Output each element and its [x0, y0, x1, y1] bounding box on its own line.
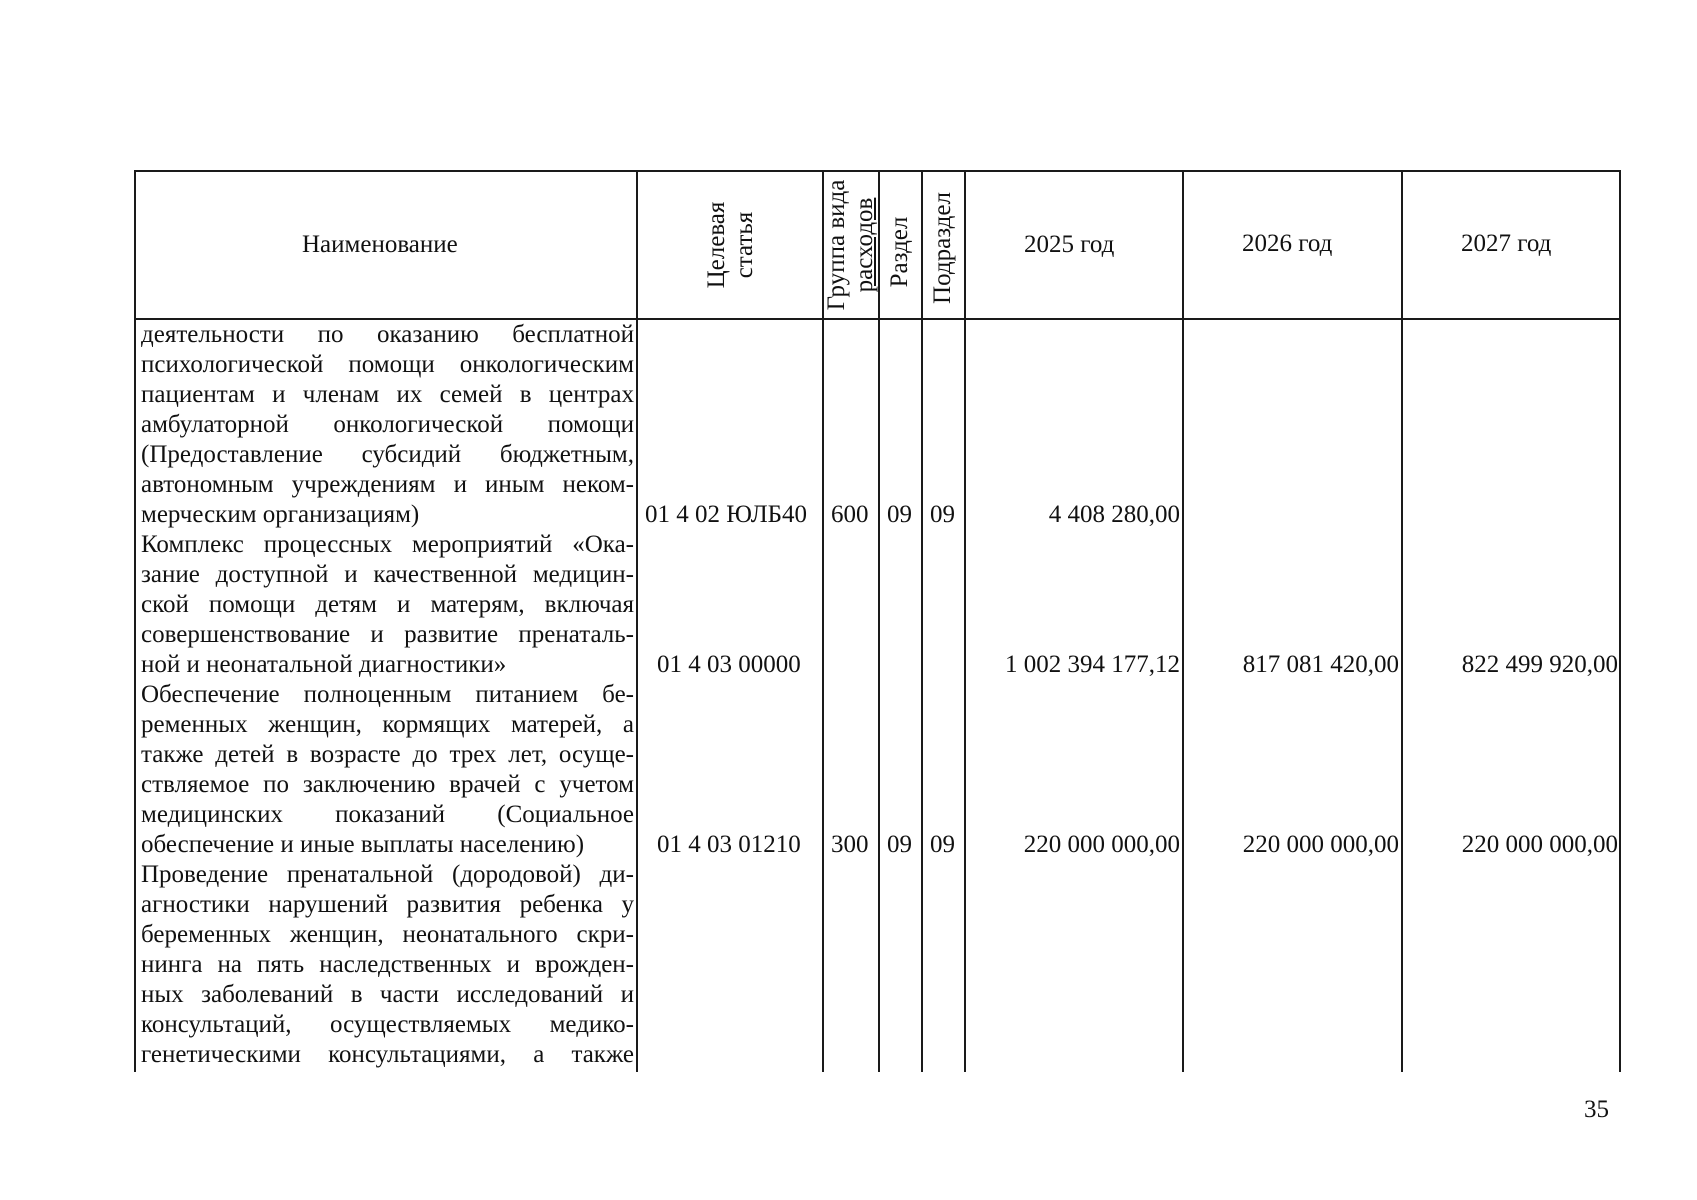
row-name-line: мерческим организациям): [141, 501, 420, 528]
header-target-article: [703, 202, 759, 289]
row-name-line: автономным учреждениям и иным неком-: [141, 471, 634, 498]
row-name-line: (Предоставление субсидий бюджетным,: [141, 441, 634, 468]
row-amount-2027: 822 499 920,00: [1461, 651, 1618, 678]
header-year-2026: 2026 год: [1242, 230, 1333, 257]
row-target-article: 01 4 03 01210: [657, 831, 801, 858]
row-name-line: пациентам и членам их семей в центрах: [141, 381, 634, 408]
header-year-2025: 2025 год: [1024, 231, 1115, 258]
header-group-line2: расходов: [851, 197, 878, 293]
col-rule-4: [921, 170, 923, 1072]
row-name-line: агностики нарушений развития ребенка у: [141, 891, 634, 918]
row-name-line: ременных женщин, кормящих матерей, а: [141, 711, 634, 738]
row-name-line: консультаций, осуществляемых медико-: [141, 1011, 634, 1038]
row-amount-2027: 220 000 000,00: [1461, 831, 1618, 858]
header-section: Раздел: [886, 216, 913, 288]
row-expense-group: 300: [831, 831, 869, 858]
row-name-line: ской помощи детям и матерям, включая: [141, 591, 634, 618]
row-section: 09: [887, 501, 912, 528]
header-group-line1: Группа вида: [823, 179, 850, 311]
row-name-line: Обеспечение полноценным питанием бе-: [141, 681, 634, 708]
row-target-article: 01 4 02 ЮЛБ40: [645, 501, 808, 528]
row-amount-2026: 817 081 420,00: [1242, 651, 1399, 678]
row-name-line: генетическими консультациями, а также: [141, 1041, 634, 1068]
header-target-line1: Целевая: [703, 201, 730, 289]
row-subsection: 09: [930, 831, 955, 858]
header-name: Наименование: [302, 231, 458, 258]
col-rule-0: [134, 170, 136, 1072]
row-amount-2026: 220 000 000,00: [1242, 831, 1399, 858]
row-target-article: 01 4 03 00000: [657, 651, 801, 678]
header-expense-group: [823, 180, 879, 311]
row-name-line: амбулаторной онкологической помощи: [141, 411, 634, 438]
page-number: 35: [1584, 1096, 1609, 1123]
row-name-line: беременных женщин, неонатального скри-: [141, 921, 634, 948]
header-year-2027: 2027 год: [1461, 230, 1552, 257]
row-subsection: 09: [930, 501, 955, 528]
header-subsection: Подраздел: [929, 192, 956, 304]
row-name-line: нинга на пять наследственных и врожден-: [141, 951, 634, 978]
row-name-line: психологической помощи онкологическим: [141, 351, 634, 378]
row-name-line: Проведение пренатальной (дородовой) ди-: [141, 861, 634, 888]
row-name-line: ствляемое по заключению врачей с учетом: [141, 771, 634, 798]
row-name-line: деятельности по оказанию бесплатной: [141, 321, 634, 348]
row-amount-2025: 220 000 000,00: [1023, 831, 1180, 858]
row-amount-2025: 1 002 394 177,12: [1005, 651, 1180, 678]
row-name-line: совершенствование и развитие пренаталь-: [141, 621, 634, 648]
col-rule-8: [1619, 170, 1621, 1072]
row-name-line: Комплекс процессных мероприятий «Ока-: [141, 531, 634, 558]
col-rule-1: [636, 170, 638, 1072]
row-name-line: ных заболеваний в части исследований и: [141, 981, 634, 1008]
row-name-line: зание доступной и качественной медицин-: [141, 561, 634, 588]
row-name-line: обеспечение и иные выплаты населению): [141, 831, 585, 858]
row-name-line: также детей в возрасте до трех лет, осуще-: [141, 741, 634, 768]
header-target-line2: статья: [731, 211, 758, 279]
row-amount-2025: 4 408 280,00: [1048, 501, 1180, 528]
col-rule-6: [1182, 170, 1184, 1072]
row-section: 09: [887, 831, 912, 858]
row-name-line: ной и неонатальной диагностики»: [141, 651, 507, 678]
col-rule-7: [1401, 170, 1403, 1072]
row-name-line: медицинских показаний (Социальное: [141, 801, 634, 828]
col-rule-5: [964, 170, 966, 1072]
row-expense-group: 600: [831, 501, 869, 528]
